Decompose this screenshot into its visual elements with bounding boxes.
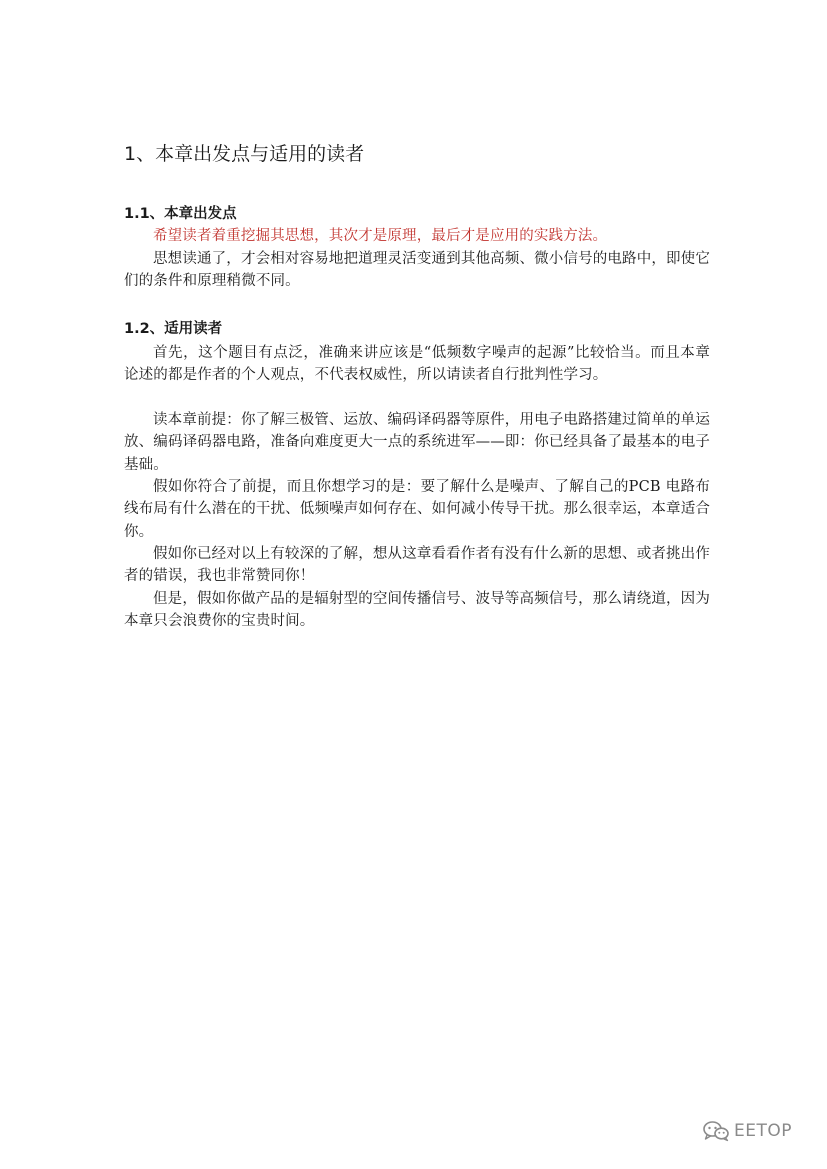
footer-brand: EETOP [734, 1121, 792, 1141]
section-heading-1-2: 1.2、适用读者 [124, 321, 223, 337]
wechat-icon [702, 1120, 730, 1142]
body-paragraph: 假如你符合了前提，而且你想学习的是：要了解什么是噪声、了解自己的PCB 电路布线布局有什么潜在的干扰、低频噪声如何存在、如何减小传导干扰。那么很幸运，本章适合你。 [124, 479, 710, 540]
chapter-title: 1、本章出发点与适用的读者 [124, 143, 365, 165]
section-heading-1-1: 1.1、本章出发点 [124, 206, 237, 222]
footer-watermark [702, 1120, 792, 1142]
body-paragraph: 假如你已经对以上有较深的了解，想从这章看看作者有没有什么新的思想、或者挑出作者的错误，我也非常赞同你！ [124, 546, 710, 585]
emphasis-paragraph: 希望读者着重挖掘其思想，其次才是原理，最后才是应用的实践方法。 [153, 228, 608, 244]
body-paragraph: 首先，这个题目有点泛，准确来讲应该是“低频数字噪声的起源”比较恰当。而且本章论述的都是作者的个人观点，不代表权威性，所以请读者自行批判性学习。 [124, 345, 710, 384]
body-paragraph: 但是，假如你做产品的是辐射型的空间传播信号、波导等高频信号，那么请绕道，因为本章只会浪费你的宝贵时间。 [124, 591, 710, 630]
body-paragraph: 读本章前提：你了解三极管、运放、编码译码器等原件，用电子电路搭建过简单的单运放、编码译码器电路，准备向难度更大一点的系统进军——即：你已经具备了最基本的电子基础。 [124, 412, 710, 473]
body-paragraph: 思想读通了，才会相对容易地把道理灵活变通到其他高频、微小信号的电路中，即使它们的条件和原理稍微不同。 [124, 251, 710, 290]
